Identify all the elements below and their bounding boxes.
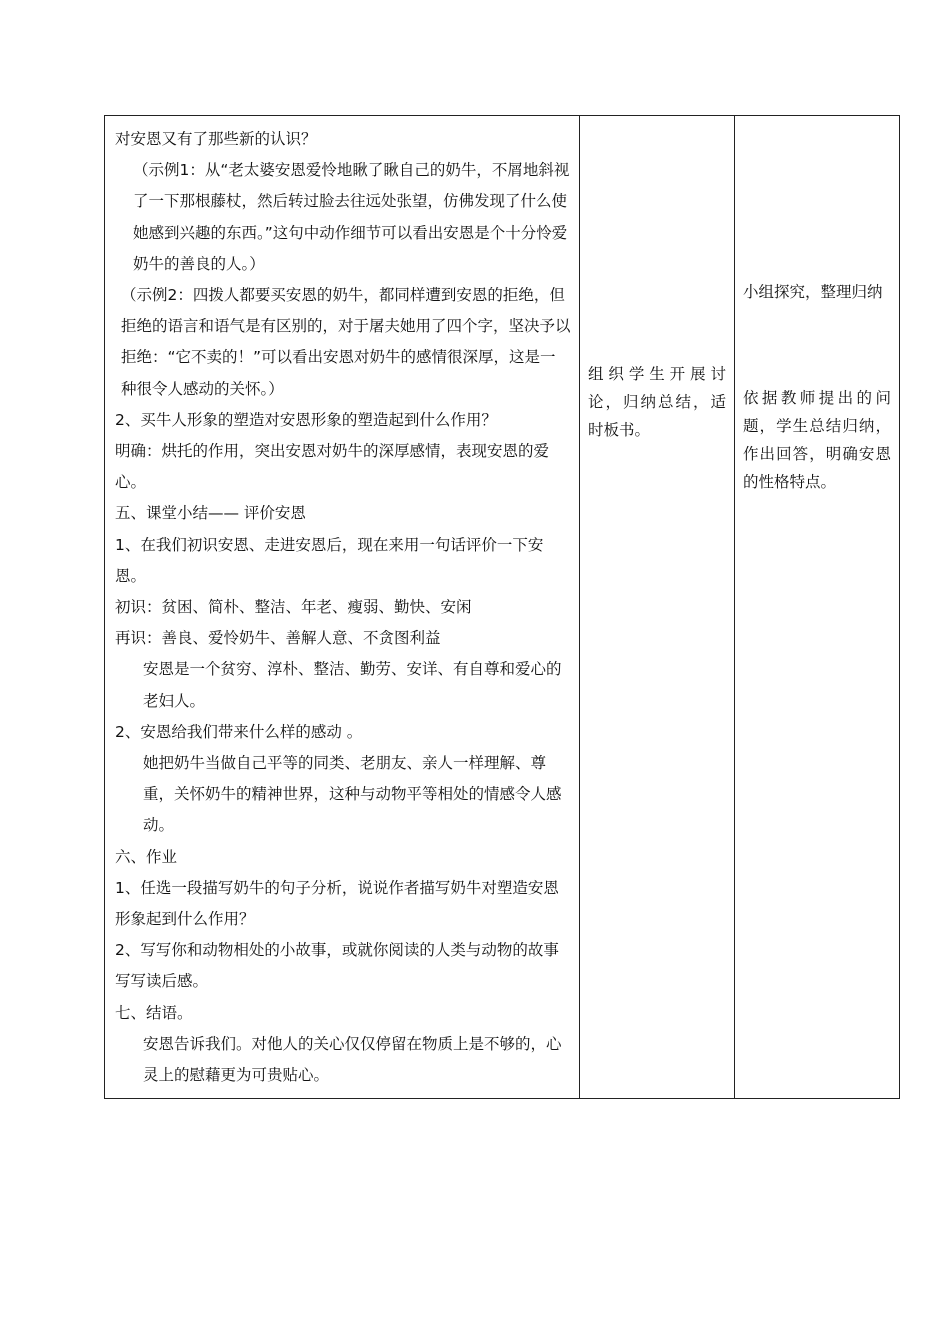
answer-2: 明确：烘托的作用，突出安恩对奶牛的深厚感情，表现安恩的爱心。 [115,442,550,492]
section-6-heading: 六、作业 [115,847,178,866]
section-5-item-1: 1、在我们初识安恩、走进安恩后，现在来用一句话评价一下安恩。 [115,535,544,585]
example-2-paragraph: （示例2：四拨人都要买安恩的奶牛，都同样遭到安恩的拒绝，但拒绝的语言和语气是有区别的，对于屠夫她用了四个字，坚决予以拒绝：“它不卖的！”可以看出安恩对奶牛的感情很深厚，这是一种很令人感动的关怀。） [121,286,571,398]
homework-1: 1、任选一段描写奶牛的句子分析，说说作者描写奶牛对塑造安恩形象起到什么作用？ [115,878,559,929]
lesson-plan-table [104,115,900,1099]
example-1-paragraph: （示例1：从“老太婆安恩爱怜地瞅了瞅自己的奶牛，不屑地斜视了一下那根藤杖，然后转过脸去往远处张望，仿佛发现了什么使她感到兴趣的东西。”这句中动作细节可以看出安恩是个十分怜爱奶牛的善良的人。） [133,161,570,273]
teaching-content-cell [105,116,580,1099]
first-impression: 初识：贫困、简朴、整洁、年老、瘦弱、勤快、安闲 [115,598,472,617]
question-line: 对安恩又有了那些新的认识？ [115,130,317,148]
section-5-heading: 五、课堂小结—— 评价安恩 [115,504,306,523]
feeling-paragraph: 她把奶牛当做自己平等的同类、老朋友、亲人一样理解、尊重，关怀奶牛的精神世界，这种与动物平等相处的情感令人感动。 [143,754,562,835]
section-5-item-2: 2、安恩给我们带来什么样的感动 。 [115,722,363,741]
question-2: 2、买牛人形象的塑造对安恩形象的塑造起到什么作用？ [115,410,497,429]
student-activity-cell [735,116,900,1099]
table-row [105,116,900,1099]
student-activity-a: 小组探究，整理归纳 [743,283,883,301]
student-activity-b: 依据教师提出的问题，学生总结归纳，作出回答，明确安恩的性格特点。 [743,389,891,491]
teacher-activity-cell [580,116,735,1099]
homework-2: 2、写写你和动物相处的小故事，或就你阅读的人类与动物的故事写写读后感。 [115,941,559,991]
closing-paragraph: 安恩告诉我们。对他人的关心仅仅停留在物质上是不够的，心灵上的慰藉更为可贵贴心。 [143,1034,562,1085]
teacher-activity-text: 组织学生开展讨论，归纳总结，适时板书。 [588,365,726,439]
summary-paragraph: 安恩是一个贫穷、淳朴、整洁、勤劳、安详、有自尊和爱心的老妇人。 [143,660,562,710]
second-impression: 再识：善良、爱怜奶牛、善解人意、不贪图利益 [115,629,441,648]
section-7-heading: 七、结语。 [115,1003,193,1022]
